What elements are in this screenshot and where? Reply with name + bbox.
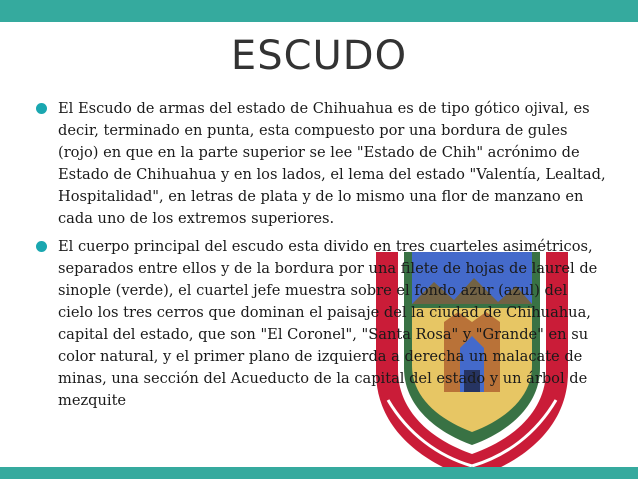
top-accent-bar	[0, 0, 638, 22]
bullet-icon	[36, 241, 47, 252]
bullet-item	[36, 98, 606, 230]
bottom-accent-bar	[0, 467, 638, 479]
slide-title: ESCUDO	[230, 33, 408, 79]
bullet-icon	[36, 103, 47, 114]
bullet-text: El cuerpo principal del escudo esta divido en tres cuarteles asimétricos, separados entre ellos y de la bordura por una filete de hojas de laurel de sinople (verde), el cuartel jefe muestra sobre el fondo azur (azul) del cielo los tres cerros que dominan el paisaje del la ciudad de Chihuahua, capital del estado, que son "El Coronel", "Santa Rosa" y "Grande" en su color natural, y el primer plano de izquierda a derecha un malacate de minas, una sección del Acueducto de la capital del estado y un árbol de mezquite	[58, 238, 598, 409]
bullet-list	[36, 98, 606, 418]
bullet-text: El Escudo de armas del estado de Chihuahua es de tipo gótico ojival, es decir, terminado en punta, esta compuesto por una bordura de gules (rojo) en que en la parte superior se lee "Estado de Chih" acrónimo de Estado de Chihuahua y en los lados, el lema del estado "Valentía, Lealtad, Hospitalidad", en letras de plata y de lo mismo una flor de manzano en cada uno de los extremos superiores.	[58, 100, 606, 227]
bullet-item	[36, 236, 606, 412]
